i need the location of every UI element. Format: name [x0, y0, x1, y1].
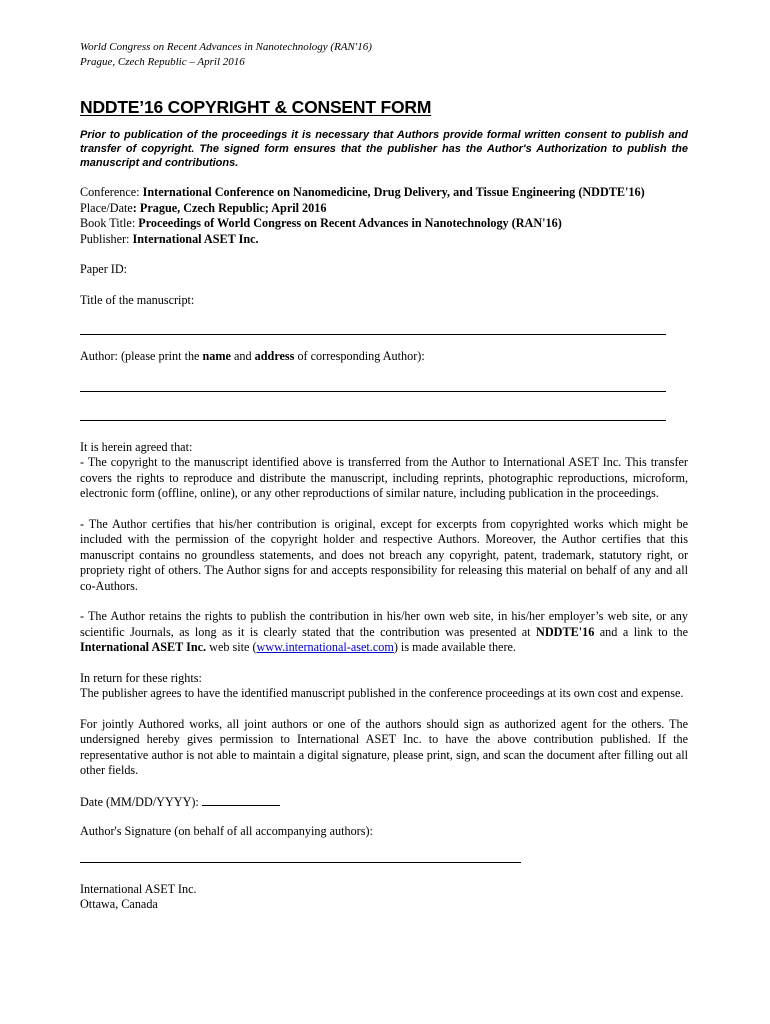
- place-label: Place/Date: [80, 200, 133, 215]
- clause3-text-c: web site (: [206, 640, 257, 654]
- document-page: [80, 40, 688, 913]
- author-label-address: address: [254, 349, 295, 363]
- book-title-value: Proceedings of World Congress on Recent Advances in Nanotechnology (RAN'16): [138, 216, 562, 230]
- conference-row: [80, 185, 688, 201]
- manuscript-title-label: Title of the manuscript:: [80, 292, 195, 307]
- header-location: Prague, Czech Republic – April 2016: [80, 56, 245, 68]
- clause-copyright-transfer: - The copyright to the manuscript identified above is transferred from the Author to International ASET Inc. This transfer covers the rights to reproduce and distribute the manuscript, including reprints, photographic reproductions, microform, electronic form (offline, online), or any other reproductions of similar nature, including publication in the proceedings.: [80, 455, 688, 500]
- clause3-text-a: - The Author retains the rights to publish the contribution in his/her own web site, in his/her employer’s web site, or any scientific Journals, as long as it is clearly stated that the contribution was presented at: [80, 609, 688, 639]
- author-label-suffix: of corresponding Author):: [294, 349, 425, 363]
- date-row: [80, 794, 688, 811]
- author-label: [80, 349, 688, 365]
- signature-line[interactable]: [80, 862, 521, 863]
- date-label: Date (MM/DD/YYYY):: [80, 794, 199, 809]
- publisher-label: Publisher:: [80, 231, 133, 246]
- book-title-row: [80, 216, 688, 232]
- book-title-label: Book Title:: [80, 216, 139, 230]
- clause3-text-d: ) is made available there.: [393, 640, 516, 654]
- header-congress: World Congress on Recent Advances in Nanotechnology (RAN'16): [80, 41, 372, 53]
- aset-website-link[interactable]: www.international-aset.com: [256, 640, 394, 654]
- publisher-value: International ASET Inc.: [132, 231, 259, 246]
- author-label-name: name: [202, 349, 231, 363]
- publisher-agreement: The publisher agrees to have the identified manuscript published in the conference proceedings at its own cost and expense.: [80, 686, 684, 700]
- author-line-1[interactable]: [80, 391, 666, 392]
- clause3-text-b: and a link to the: [594, 624, 688, 639]
- clause-originality: - The Author certifies that his/her contribution is original, except for excerpts from copyrighted works which might be included with the permission of the copyright holder and respective Authors. Moreover, the Author certifies that this manuscript contains no groundless statements, and does not breach any copyright, patent, trademark, statutory right, or propriety right of others. The Author signs for and accepts responsibility for releasing this material on behalf of any and all co-Authors.: [80, 516, 688, 593]
- agreement-intro: It is herein agreed that:: [80, 439, 193, 454]
- clause3-conference: NDDTE'16: [536, 624, 595, 639]
- intro-paragraph: Prior to publication of the proceedings it is necessary that Authors provide formal written consent to publish and transfer of copyright. The signed form ensures that the publisher has the Author's Authorization to publish the manuscript and contributions.: [80, 129, 688, 169]
- date-field[interactable]: [202, 794, 280, 806]
- place-value: : Prague, Czech Republic; April 2016: [132, 200, 327, 215]
- place-row: [80, 201, 688, 217]
- clause3-org: International ASET Inc.: [80, 640, 207, 654]
- conference-value: International Conference on Nanomedicine, Drug Delivery, and Tissue Engineering (NDDTE'16): [142, 185, 645, 199]
- author-label-prefix: Author: (please print the: [80, 349, 203, 363]
- joint-authors-paragraph: For jointly Authored works, all joint authors or one of the authors should sign as authorized agent for the others. The undersigned hereby gives permission to International ASET Inc. to have the above contribution published. If the representative author is not able to maintain a digital signature, please print, sign, and scan the document after filling out all other fields.: [80, 716, 688, 777]
- author-label-and: and: [230, 349, 255, 363]
- paper-id-label: Paper ID:: [80, 262, 128, 276]
- page-title: NDDTE’16 COPYRIGHT & CONSENT FORM: [80, 97, 432, 117]
- signature-label: Author's Signature (on behalf of all accompanying authors):: [80, 824, 373, 838]
- rights-label: In return for these rights:: [80, 670, 202, 685]
- publisher-row: [80, 232, 688, 248]
- clause-retained-rights: [80, 609, 688, 656]
- footer-city: Ottawa, Canada: [80, 897, 158, 911]
- conference-label: Conference:: [80, 185, 143, 199]
- conference-meta: [80, 185, 688, 247]
- author-line-2[interactable]: [80, 420, 666, 421]
- manuscript-title-line[interactable]: [80, 334, 666, 335]
- footer-org: International ASET Inc.: [80, 881, 197, 896]
